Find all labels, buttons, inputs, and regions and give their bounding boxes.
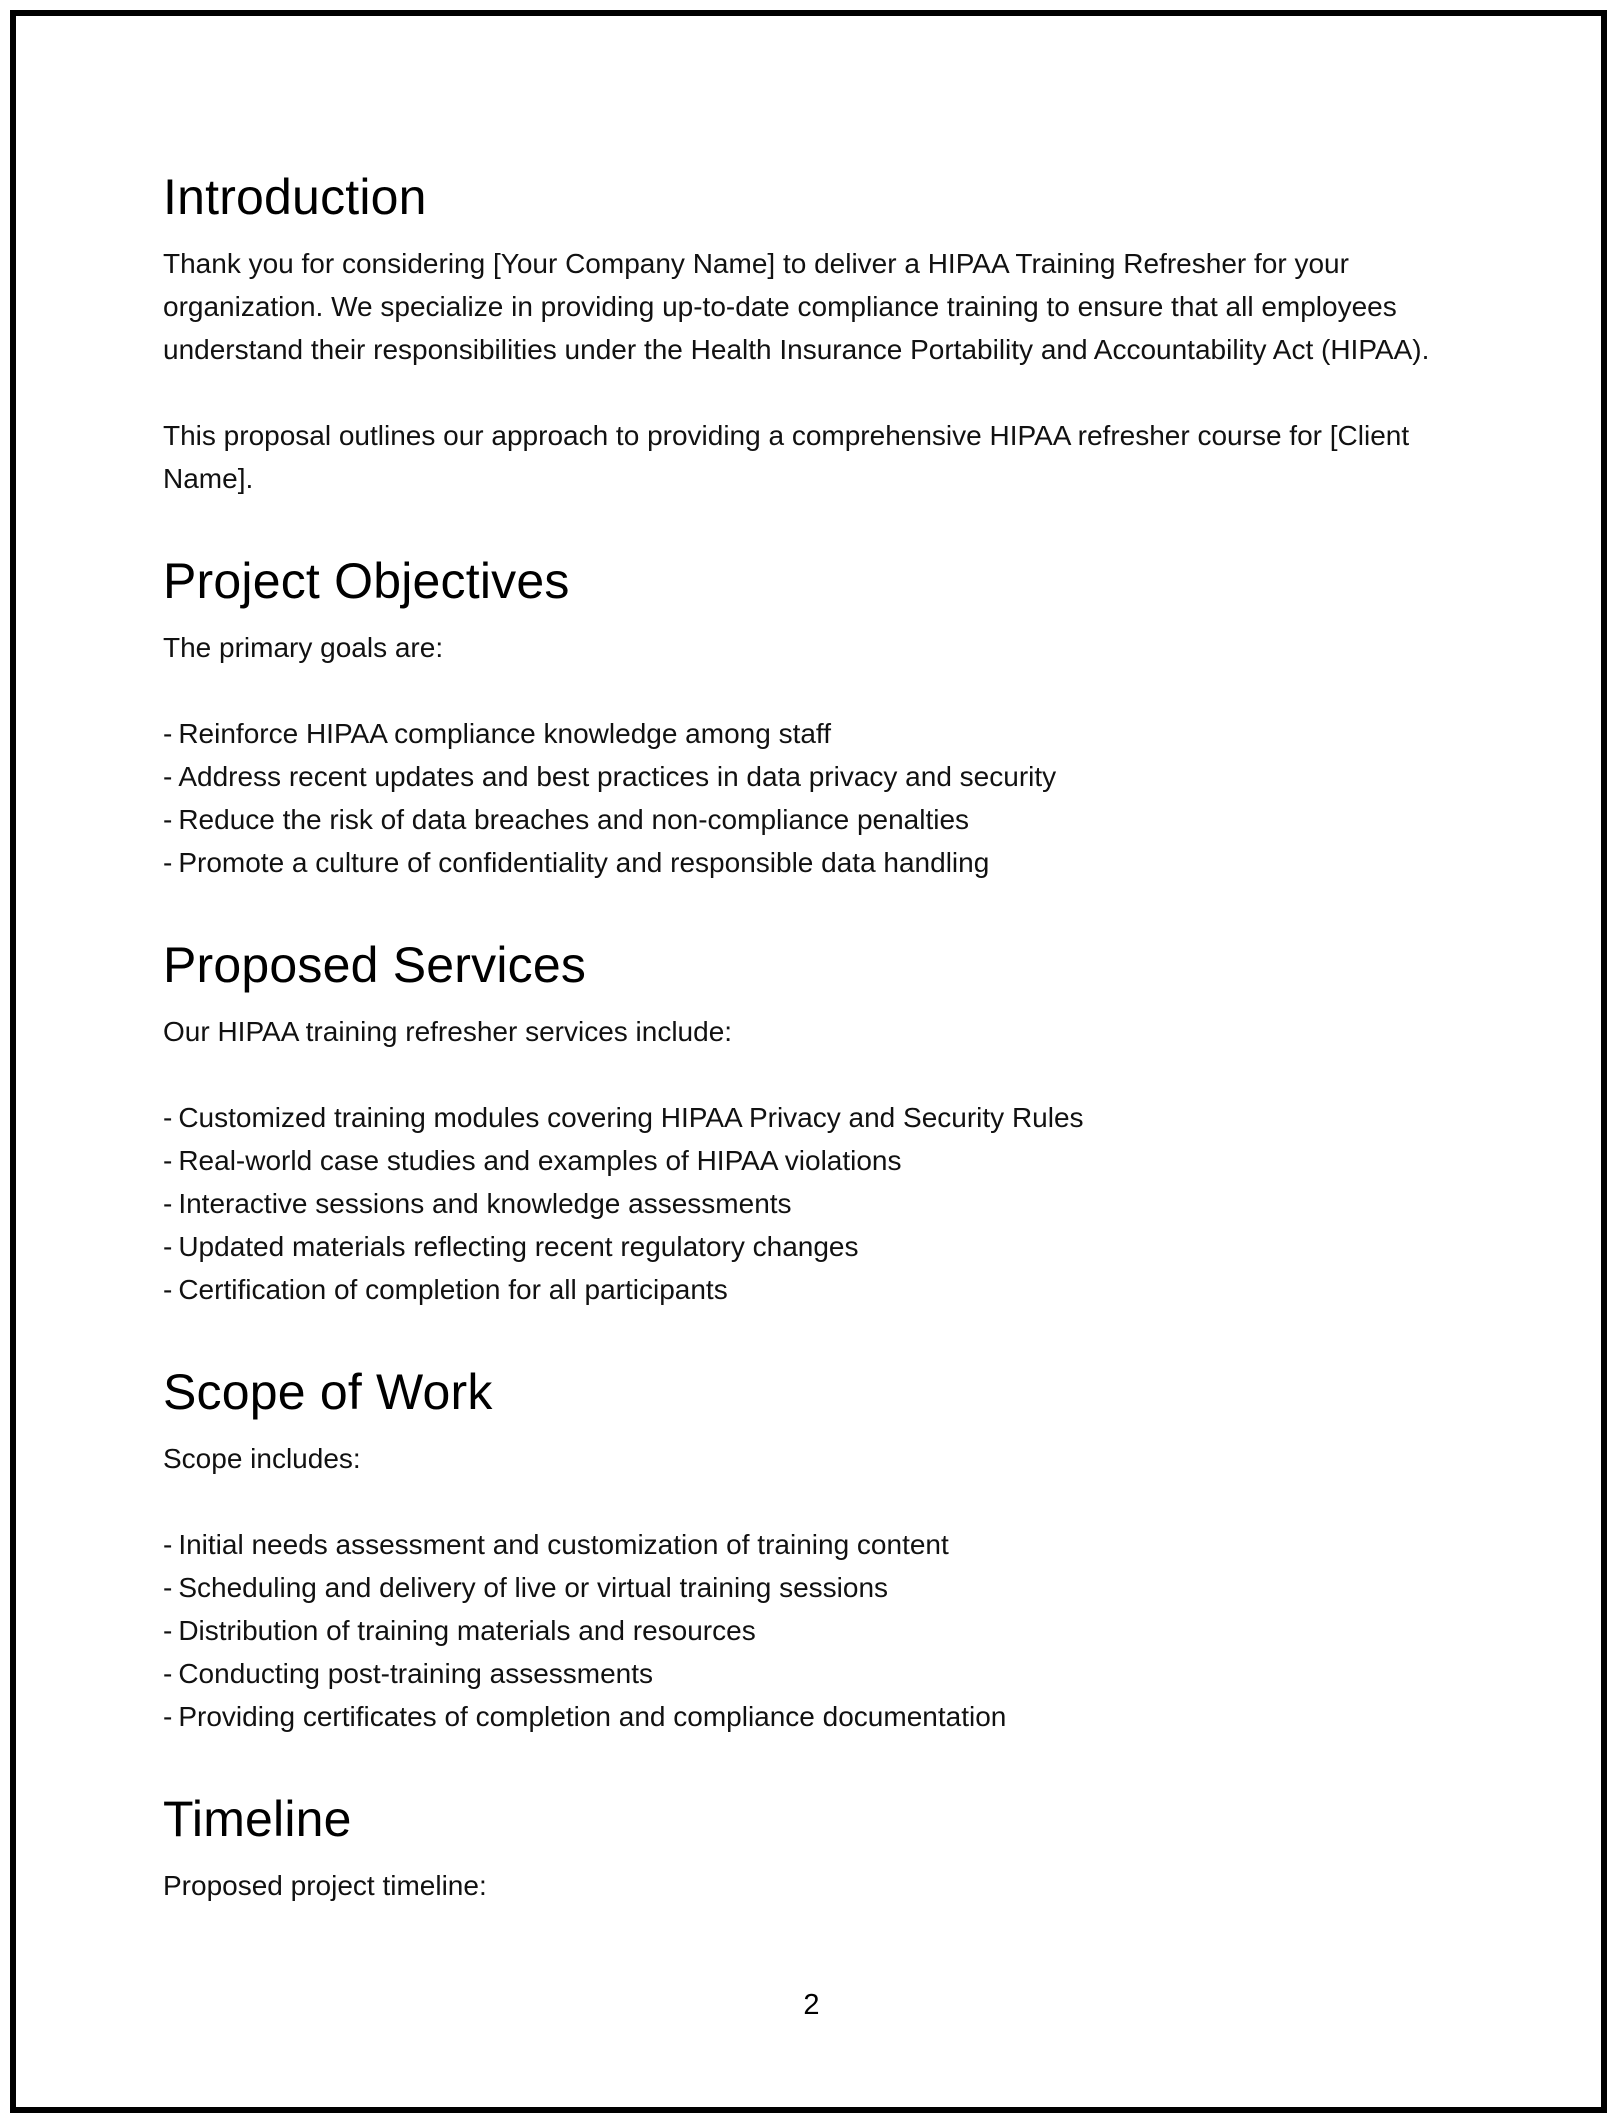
list-item-text: Promote a culture of confidentiality and responsible data handling: [178, 847, 990, 878]
list-item-text: Real-world case studies and examples of HIPAA violations: [178, 1145, 902, 1176]
list-item: - Reinforce HIPAA compliance knowledge among staff: [163, 718, 831, 749]
list-item-text: Customized training modules covering HIPAA Privacy and Security Rules: [178, 1102, 1084, 1133]
page-number: 2: [803, 1989, 820, 2021]
section-scope-of-work: [163, 1355, 1463, 1738]
list-item: - Promote a culture of confidentiality and responsible data handling: [163, 847, 990, 878]
list-item-text: Updated materials reflecting recent regulatory changes: [178, 1231, 859, 1262]
list-item: - Distribution of training materials and resources: [163, 1615, 756, 1646]
list-item: - Address recent updates and best practices in data privacy and security: [163, 761, 1057, 792]
list-item: - Interactive sessions and knowledge assessments: [163, 1188, 792, 1219]
heading-timeline: Timeline: [163, 1791, 352, 1847]
services-intro: Our HIPAA training refresher services include:: [163, 1016, 733, 1047]
heading-scope-of-work: Scope of Work: [163, 1364, 493, 1420]
scope-intro: Scope includes:: [163, 1443, 361, 1474]
list-item-text: Distribution of training materials and resources: [178, 1615, 756, 1646]
list-item-text: Reinforce HIPAA compliance knowledge among staff: [178, 718, 831, 749]
list-item: - Initial needs assessment and customization of training content: [163, 1529, 949, 1560]
objectives-intro: The primary goals are:: [163, 632, 444, 663]
list-item: - Providing certificates of completion and compliance documentation: [163, 1701, 1007, 1732]
heading-introduction: Introduction: [163, 169, 427, 225]
section-project-objectives: [163, 544, 1463, 884]
document-body: [163, 160, 1463, 1907]
list-item: - Updated materials reflecting recent regulatory changes: [163, 1231, 859, 1262]
section-introduction: [163, 160, 1463, 500]
introduction-paragraph-2: This proposal outlines our approach to providing a comprehensive HIPAA refresher course for [Client Name].: [163, 420, 1410, 494]
objectives-list: [163, 712, 1463, 884]
list-item: - Conducting post-training assessments: [163, 1658, 654, 1689]
list-item: - Reduce the risk of data breaches and non-compliance penalties: [163, 804, 970, 835]
list-item-text: Interactive sessions and knowledge assessments: [178, 1188, 792, 1219]
heading-proposed-services: Proposed Services: [163, 937, 587, 993]
scope-list: [163, 1523, 1463, 1738]
list-item: - Certification of completion for all participants: [163, 1274, 728, 1305]
section-timeline: [163, 1782, 1463, 1907]
services-list: [163, 1096, 1463, 1311]
list-item-text: Providing certificates of completion and compliance documentation: [178, 1701, 1007, 1732]
list-item-text: Scheduling and delivery of live or virtual training sessions: [178, 1572, 889, 1603]
section-proposed-services: [163, 928, 1463, 1311]
list-item: - Customized training modules covering HIPAA Privacy and Security Rules: [163, 1102, 1084, 1133]
list-item-text: Certification of completion for all participants: [178, 1274, 728, 1305]
list-item-text: Address recent updates and best practices in data privacy and security: [178, 761, 1057, 792]
list-item-text: Conducting post-training assessments: [178, 1658, 654, 1689]
list-item-text: Initial needs assessment and customization of training content: [178, 1529, 949, 1560]
heading-project-objectives: Project Objectives: [163, 553, 570, 609]
introduction-paragraph-1: Thank you for considering [Your Company Name] to deliver a HIPAA Training Refresher for your organization. We specialize in providing up-to-date compliance training to ensure that all employees understand their responsibilities under the Health Insurance Portability and Accountability Act (HIPAA).: [163, 248, 1430, 365]
list-item: - Real-world case studies and examples of HIPAA violations: [163, 1145, 902, 1176]
list-item: - Scheduling and delivery of live or virtual training sessions: [163, 1572, 889, 1603]
list-item-text: Reduce the risk of data breaches and non-compliance penalties: [178, 804, 970, 835]
timeline-intro: Proposed project timeline:: [163, 1870, 487, 1901]
